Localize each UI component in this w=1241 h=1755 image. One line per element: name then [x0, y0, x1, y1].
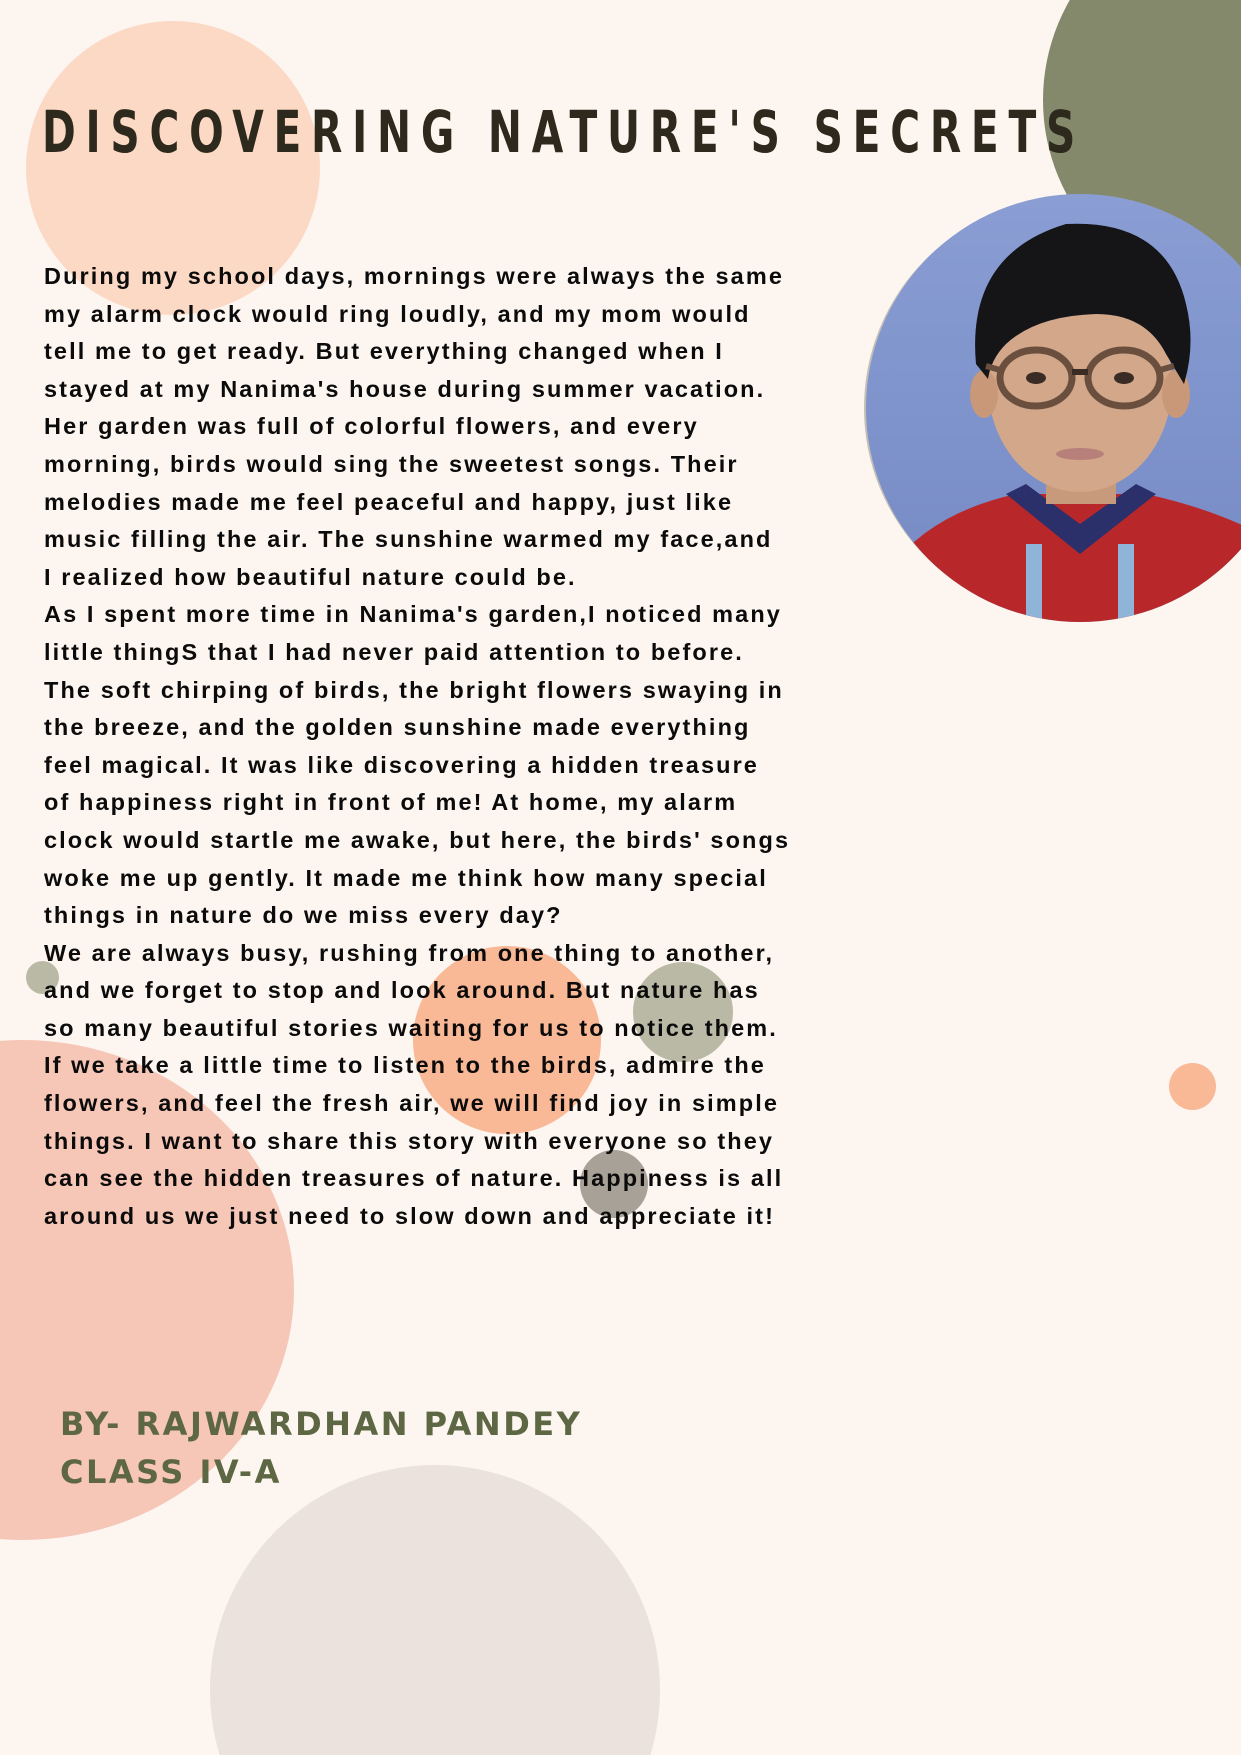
text-line: things. I want to share this story with everyone so they [44, 1127, 775, 1154]
portrait-illustration [866, 194, 1241, 622]
text-line: the breeze, and the golden sunshine made everything [44, 714, 751, 741]
paragraph-3 [44, 935, 864, 1236]
text-line: The soft chirping of birds, the bright flowers swaying in [44, 676, 784, 703]
text-line: and we forget to stop and look around. But nature has [44, 977, 760, 1004]
author-class: CLASS IV-A [60, 1453, 282, 1491]
text-line: As I spent more time in Nanima's garden,I noticed many [44, 601, 782, 628]
text-line: stayed at my Nanima's house during summer vacation. [44, 375, 766, 402]
text-line: things in nature do we miss every day? [44, 902, 563, 929]
text-line: melodies made me feel peaceful and happy, just like [44, 488, 734, 515]
orange-dot-right [1169, 1063, 1216, 1110]
text-line: of happiness right in front of me! At home, my alarm [44, 789, 738, 816]
text-line: During my school days, mornings were always the same [44, 263, 784, 289]
text-line: around us we just need to slow down and appreciate it! [44, 1202, 775, 1229]
text-line: Her garden was full of colorful flowers, and every [44, 413, 699, 440]
student-photo [866, 194, 1241, 622]
paragraph-2 [44, 596, 864, 934]
paragraph-1 [44, 258, 864, 596]
text-line: my alarm clock would ring loudly, and my mom would [44, 300, 751, 327]
text-line: little thingS that I had never paid attention to before. [44, 638, 744, 665]
text-line: feel magical. It was like discovering a hidden treasure [44, 751, 759, 778]
page-title: DISCOVERING NATURE'S SECRETS [42, 98, 1086, 166]
rose-gray-circle-bottom [210, 1465, 660, 1755]
text-line: If we take a little time to listen to the birds, admire the [44, 1052, 766, 1079]
text-line: I realized how beautiful nature could be. [44, 563, 577, 590]
text-line: so many beautiful stories waiting for us to notice them. [44, 1014, 778, 1041]
text-line: clock would startle me awake, but here, the birds' songs [44, 826, 791, 853]
author-name: BY- RAJWARDHAN PANDEY [60, 1405, 583, 1443]
text-line: We are always busy, rushing from one thing to another, [44, 939, 775, 966]
text-line: flowers, and feel the fresh air, we will find joy in simple [44, 1090, 780, 1117]
byline [60, 1400, 582, 1496]
text-line: can see the hidden treasures of nature. Happiness is all [44, 1165, 784, 1192]
text-line: woke me up gently. It made me think how many special [44, 864, 768, 891]
text-line: tell me to get ready. But everything changed when I [44, 338, 724, 365]
text-line: music filling the air. The sunshine warmed my face,and [44, 526, 773, 553]
text-line: morning, birds would sing the sweetest songs. Their [44, 450, 739, 477]
story-body [44, 258, 864, 1235]
